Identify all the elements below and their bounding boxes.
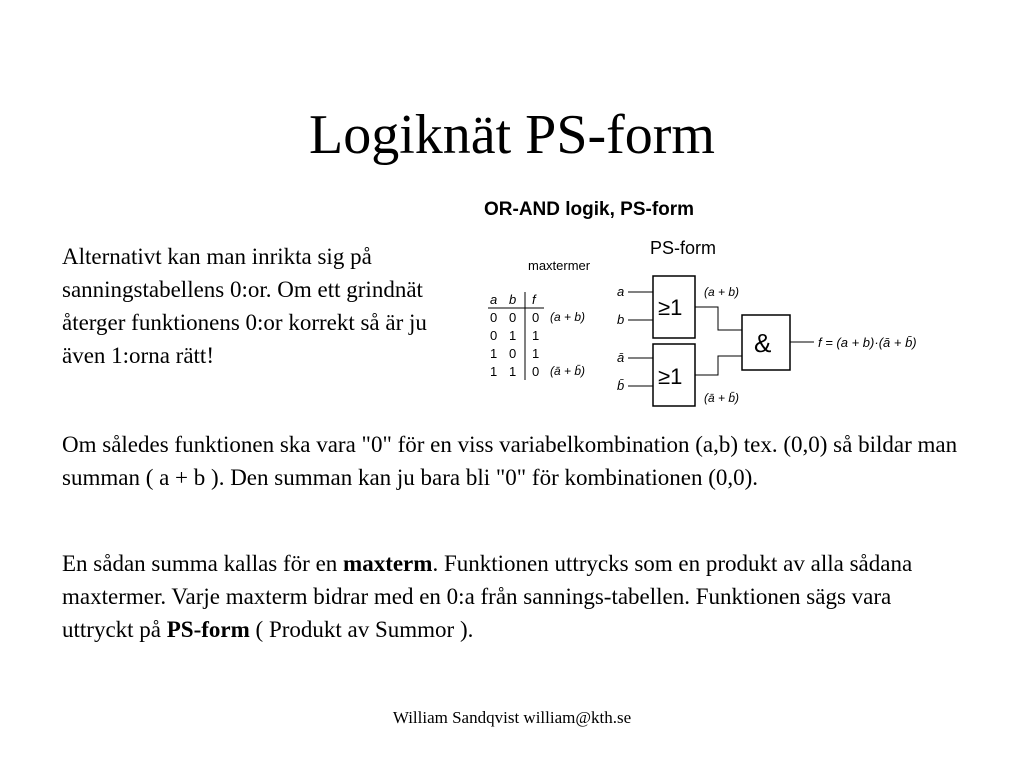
tt-r1-b: 1 bbox=[509, 328, 517, 343]
maxterm-paragraph bbox=[62, 547, 962, 646]
tt-r1-a: 0 bbox=[490, 328, 498, 343]
maxtermer-label: maxtermer bbox=[528, 258, 591, 273]
or-gate-1-symbol: ≥1 bbox=[658, 295, 683, 320]
p3-text-2: . Funktionen uttrycks som en produkt av alla sådana maxtermer. Varje maxterm bidrar med en 0:a från sannings-tabellen. Funktionen sägs vara uttryckt på bbox=[62, 551, 913, 642]
wire-gate1-to-and bbox=[695, 307, 742, 330]
truth-table-header-f: f bbox=[532, 292, 536, 307]
and-gate-symbol: & bbox=[754, 328, 772, 358]
psform-term: PS-form bbox=[166, 617, 250, 642]
gate2-input-bbar: b̄ bbox=[617, 378, 625, 393]
output-equation: f = (a + b)·(ā + b̄) bbox=[818, 335, 917, 350]
gate1-input-b: b bbox=[617, 312, 625, 327]
gate1-input-a: a bbox=[617, 284, 625, 299]
or-and-logic-diagram bbox=[478, 190, 958, 415]
slide-footer: William Sandqvist william@kth.se bbox=[392, 708, 632, 727]
tt-r0-b: 0 bbox=[509, 310, 517, 325]
p3-text-3: ( Produkt av Summor ). bbox=[249, 617, 474, 642]
gate2-input-abar: ā bbox=[617, 350, 625, 365]
diagram-heading: OR-AND logik, PS-form bbox=[484, 199, 695, 220]
gate1-output-label: (a + b) bbox=[704, 285, 740, 299]
p3-text-1: En sådan summa kallas för en bbox=[62, 551, 344, 576]
tt-r2-f: 1 bbox=[532, 346, 540, 361]
tt-r3-a: 1 bbox=[490, 364, 498, 379]
maxterm-row0: (a + b) bbox=[550, 310, 586, 324]
summation-paragraph: Om således funktionen ska vara "0" för en viss variabelkombination (a,b) tex. (0,0) så bildar man summan ( a + b ). Den summan kan ju bara bli "0" för kombinationen (0,0). bbox=[62, 432, 958, 490]
truth-table-header-a: a bbox=[490, 292, 498, 307]
truth-table bbox=[490, 292, 537, 307]
tt-r2-b: 0 bbox=[509, 346, 517, 361]
tt-r1-f: 1 bbox=[532, 328, 540, 343]
wire-gate2-to-and bbox=[695, 356, 742, 375]
tt-r3-b: 1 bbox=[509, 364, 517, 379]
maxterm-term: maxterm bbox=[343, 551, 433, 576]
psform-label: PS-form bbox=[650, 238, 717, 258]
tt-r0-f: 0 bbox=[532, 310, 540, 325]
tt-r3-f: 0 bbox=[532, 364, 540, 379]
maxterm-row3: (ā + b̄) bbox=[550, 364, 586, 378]
tt-r2-a: 1 bbox=[490, 346, 498, 361]
truth-table-header-b: b bbox=[509, 292, 517, 307]
slide-title: Logiknät PS-form bbox=[309, 104, 715, 166]
or-gate-2-symbol: ≥1 bbox=[658, 364, 683, 389]
intro-paragraph: Alternativt kan man inrikta sig på sanningstabellens 0:or. Om ett grindnät återger funktionens 0:or korrekt så är ju även 1:orna rätt! bbox=[62, 244, 427, 368]
gate2-output-label: (ā + b̄) bbox=[704, 391, 740, 405]
tt-r0-a: 0 bbox=[490, 310, 498, 325]
